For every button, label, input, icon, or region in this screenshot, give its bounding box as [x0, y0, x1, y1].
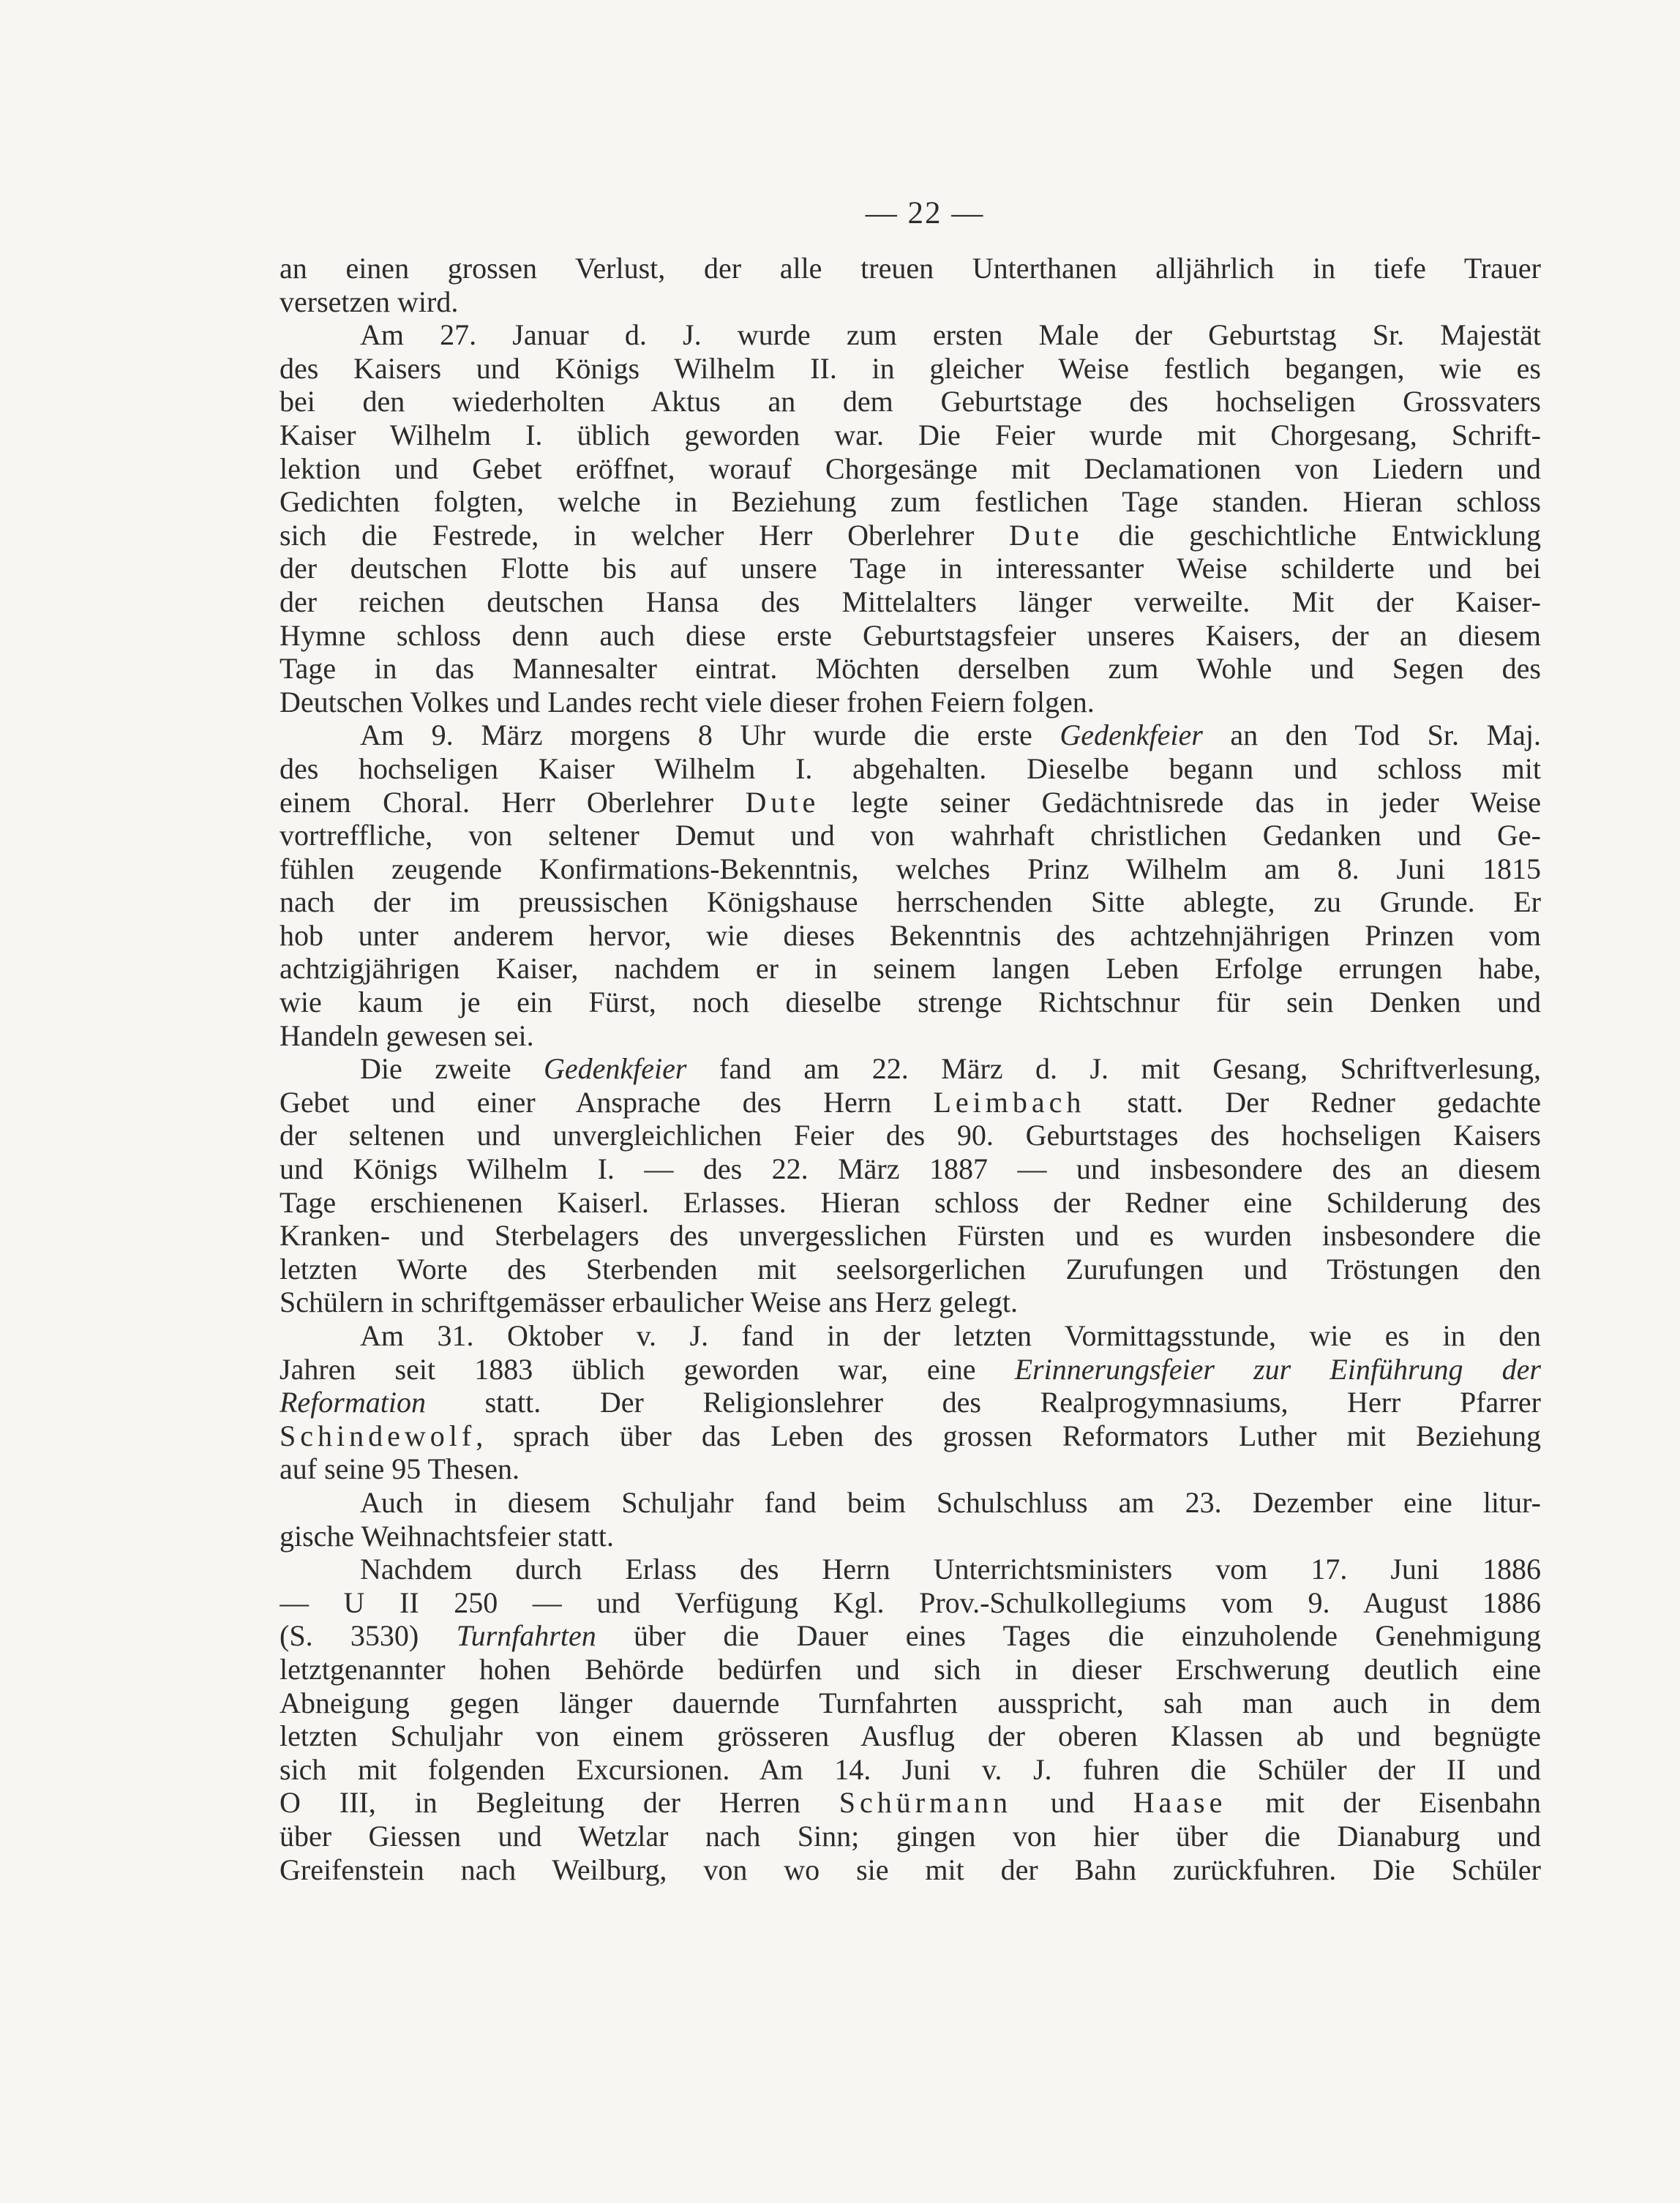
text-line: wie kaum je ein Fürst, noch dieselbe strenge Richtschnur für sein Denken und: [280, 986, 1541, 1019]
text-line: letzten Schuljahr von einem grösseren Ausflug der oberen Klassen ab und begnügte: [280, 1719, 1541, 1753]
text-line: (S. 3530) Turnfahrten über die Dauer eines Tages die einzuholende Genehmigung: [280, 1619, 1541, 1653]
text-line: über Giessen und Wetzlar nach Sinn; gingen von hier über die Dianaburg und: [280, 1819, 1541, 1853]
text-line: Deutschen Volkes und Landes recht viele dieser frohen Feiern folgen.: [280, 685, 1095, 718]
text-line: Nachdem durch Erlass des Herrn Unterrichtsministers vom 17. Juni 1886: [360, 1553, 1541, 1586]
text-line: Die zweite Gedenkfeier fand am 22. März d. J. mit Gesang, Schriftverlesung,: [360, 1052, 1541, 1086]
text-line: O III, in Begleitung der Herren Schürmann und Haase mit der Eisenbahn: [280, 1786, 1541, 1820]
text-line: fühlen zeugende Konfirmations-Bekenntnis, welches Prinz Wilhelm am 8. Juni 1815: [280, 852, 1541, 885]
text-line: Tage erschienenen Kaiserl. Erlasses. Hieran schloss der Redner eine Schilderung des: [280, 1185, 1541, 1219]
paragraph: [280, 252, 1541, 318]
paragraph: [280, 1486, 1541, 1553]
spaced-name: Leimbach: [933, 1085, 1086, 1119]
text-line: Auch in diesem Schuljahr fand beim Schulschluss am 23. Dezember eine litur-: [360, 1485, 1541, 1519]
text-line: der seltenen und unvergleichlichen Feier des 90. Geburtstages des hochseligen Kaisers: [280, 1119, 1541, 1152]
spaced-name: Haase: [1133, 1786, 1227, 1820]
text-line: Jahren seit 1883 üblich geworden war, eine Erinnerungsfeier zur Einführung der: [280, 1352, 1541, 1386]
spaced-name: Schürmann: [839, 1786, 1012, 1820]
text-line: letztgenannter hohen Behörde bedürfen und sich in dieser Erschwerung deutlich eine: [280, 1652, 1541, 1686]
text-line: des hochseligen Kaiser Wilhelm I. abgehalten. Dieselbe begann und schloss mit: [280, 751, 1541, 785]
text-line: versetzen wird.: [280, 285, 459, 318]
text-line: sich die Festrede, in welcher Herr Oberlehrer Dute die geschichtliche Entwicklung: [280, 518, 1541, 552]
text-line: auf seine 95 Thesen.: [280, 1452, 520, 1486]
text-line: Am 9. März morgens 8 Uhr wurde die erste Gedenkfeier an den Tod Sr. Maj.: [360, 718, 1541, 752]
text-line: Schindewolf, sprach über das Leben des grossen Reformators Luther mit Beziehung: [280, 1419, 1541, 1452]
text-line: Abneigung gegen länger dauernde Turnfahrten ausspricht, sah man auch in dem: [280, 1686, 1541, 1719]
spaced-name: Dute: [745, 785, 820, 819]
text-line: Schülern in schriftgemässer erbaulicher Weise ans Herz gelegt.: [280, 1286, 1018, 1319]
text-line: gische Weihnachtsfeier statt.: [280, 1519, 614, 1553]
text-line: Hymne schloss denn auch diese erste Geburtstagsfeier unseres Kaisers, der an diesem: [280, 618, 1541, 652]
paragraph: [280, 718, 1541, 1052]
text-line: der deutschen Flotte bis auf unsere Tage in interessanter Weise schilderte und bei: [280, 552, 1541, 585]
text-line: des Kaisers und Königs Wilhelm II. in gleicher Weise festlich begangen, wie es: [280, 351, 1541, 385]
text-line: sich mit folgenden Excursionen. Am 14. Juni v. J. fuhren die Schüler der II und: [280, 1752, 1541, 1786]
text-line: einem Choral. Herr Oberlehrer Dute legte seiner Gedächtnisrede das in jeder Weise: [280, 785, 1541, 819]
text-line: Tage in das Mannesalter eintrat. Möchten derselben zum Wohle und Segen des: [280, 652, 1541, 686]
text-line: Kranken- und Sterbelagers des unvergesslichen Fürsten und es wurden insbesondere die: [280, 1219, 1541, 1253]
text-line: vortreffliche, von seltener Demut und von wahrhaft christlichen Gedanken und Ge-: [280, 819, 1541, 852]
paragraph: [280, 1052, 1541, 1319]
italic-term: Gedenkfeier: [544, 1052, 687, 1086]
text-line: Gebet und einer Ansprache des Herrn Leimbach statt. Der Redner gedachte: [280, 1085, 1541, 1119]
italic-term: Gedenkfeier: [1060, 718, 1203, 752]
text-line: Am 31. Oktober v. J. fand in der letzten Vormittagsstunde, wie es in den: [360, 1319, 1541, 1352]
text-line: Am 27. Januar d. J. wurde zum ersten Male der Geburtstag Sr. Majestät: [360, 318, 1541, 352]
spaced-name: Schindewolf: [280, 1419, 476, 1452]
text-line: Gedichten folgten, welche in Beziehung zum festlichen Tage standen. Hieran schloss: [280, 485, 1541, 519]
text-line: lektion und Gebet eröffnet, worauf Chorgesänge mit Declamationen von Liedern und: [280, 451, 1541, 485]
italic-term: Erinnerungsfeier zur Einführung der: [1014, 1352, 1541, 1386]
text-line: achtzigjährigen Kaiser, nachdem er in seinem langen Leben Erfolge errungen habe,: [280, 952, 1541, 986]
paragraph: [280, 1553, 1541, 1886]
text-line: an einen grossen Verlust, der alle treuen Unterthanen alljährlich in tiefe Trauer: [280, 252, 1541, 285]
text-line: Reformation statt. Der Religionslehrer des Realprogymnasiums, Herr Pfarrer: [280, 1386, 1541, 1419]
text-line: — U II 250 — und Verfügung Kgl. Prov.-Schulkollegiums vom 9. August 1886: [280, 1585, 1541, 1619]
text-line: Handeln gewesen sei.: [280, 1018, 534, 1052]
text-line: der reichen deutschen Hansa des Mittelalters länger verweilte. Mit der Kaiser-: [280, 585, 1541, 618]
paragraph: [280, 1319, 1541, 1486]
text-line: nach der im preussischen Königshause herrschenden Sitte ablegte, zu Grunde. Er: [280, 885, 1541, 919]
text-line: und Königs Wilhelm I. — des 22. März 1887 — und insbesondere des an diesem: [280, 1152, 1541, 1186]
text-line: bei den wiederholten Aktus an dem Geburtstage des hochseligen Grossvaters: [280, 385, 1541, 419]
text-line: hob unter anderem hervor, wie dieses Bekenntnis des achtzehnjährigen Prinzen vom: [280, 918, 1541, 952]
spaced-name: Dute: [1009, 518, 1084, 552]
italic-term: Reformation: [280, 1386, 426, 1419]
paragraph: [280, 318, 1541, 718]
text-line: Greifenstein nach Weilburg, von wo sie mit der Bahn zurückfuhren. Die Schüler: [280, 1853, 1541, 1886]
page-number: — 22 —: [865, 196, 985, 230]
italic-term: Turnfahrten: [456, 1619, 596, 1653]
text-line: Kaiser Wilhelm I. üblich geworden war. Die Feier wurde mit Chorgesang, Schrift-: [280, 418, 1541, 451]
document-page: [280, 192, 1541, 1886]
text-line: letzten Worte des Sterbenden mit seelsorgerlichen Zurufungen und Tröstungen den: [280, 1252, 1541, 1286]
